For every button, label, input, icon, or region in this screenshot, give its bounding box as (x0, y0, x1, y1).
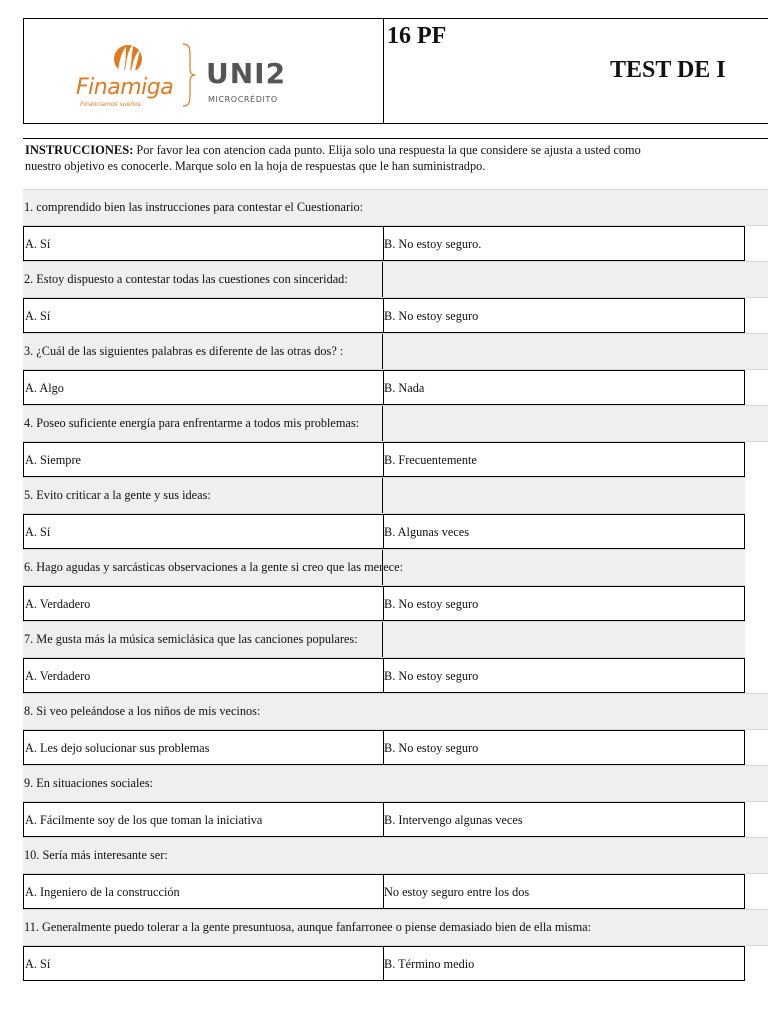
question-row (23, 189, 768, 226)
questionnaire-sheet (23, 18, 768, 981)
test-title: TEST DE I (610, 57, 726, 83)
question-row (23, 909, 768, 946)
instructions-line-1: Por favor lea con atencion cada punto. Elija solo una respuesta la que considere se ajusta a usted como (133, 143, 641, 157)
question-text: 6. Hago agudas y sarcásticas observaciones a la gente si creo que las merece: (24, 560, 403, 574)
question-row (23, 765, 768, 802)
question-row (23, 405, 768, 442)
test-code: 16 PF (387, 23, 447, 49)
question-row (23, 621, 745, 658)
answer-option-a[interactable]: A. Sí (25, 525, 51, 539)
finamiga-mark-icon (106, 41, 150, 73)
answer-row (23, 658, 745, 693)
finamiga-wordmark: Finamiga (76, 75, 174, 100)
question-text: 7. Me gusta más la música semiclásica que las canciones populares: (24, 632, 358, 646)
answer-option-b[interactable]: B. Término medio (384, 957, 475, 971)
answer-row (23, 226, 745, 261)
answer-option-b[interactable]: No estoy seguro entre los dos (384, 885, 530, 899)
header-title-cell (384, 19, 768, 123)
instructions-line-2: nuestro objetivo es conocerle. Marque solo en la hoja de respuestas que le han suministradpo. (25, 159, 486, 173)
uni2-subtitle: MICROCRÉDITO (208, 95, 278, 104)
answer-option-a[interactable]: A. Les dejo solucionar sus problemas (25, 741, 210, 755)
instructions-label: INSTRUCCIONES: (25, 143, 134, 157)
question-row (23, 837, 768, 874)
answer-option-a[interactable]: A. Verdadero (25, 597, 91, 611)
answer-option-a[interactable]: A. Algo (25, 381, 64, 395)
answer-row (23, 586, 745, 621)
question-row (23, 693, 768, 730)
question-text: 5. Evito criticar a la gente y sus ideas: (24, 488, 211, 502)
question-text: 1. comprendido bien las instrucciones para contestar el Cuestionario: (24, 200, 364, 214)
answer-row (23, 802, 745, 837)
answer-option-b[interactable]: B. No estoy seguro (384, 669, 479, 683)
answer-row (23, 946, 745, 981)
question-row (23, 261, 768, 298)
question-text: 11. Generalmente puedo tolerar a la gente presuntuosa, aunque fanfarronee o piense demasiado bien de ella misma: (24, 920, 592, 934)
answer-option-a[interactable]: A. Ingeniero de la construcción (25, 885, 180, 899)
brace-divider-icon (182, 43, 196, 107)
finamiga-logo (76, 41, 186, 111)
answer-option-b[interactable]: B. Frecuentemente (384, 453, 477, 467)
answer-row (23, 442, 745, 477)
question-list (23, 189, 768, 981)
answer-row (23, 370, 745, 405)
answer-option-b[interactable]: B. Nada (384, 381, 425, 395)
question-text: 4. Poseo suficiente energía para enfrentarme a todos mis problemas: (24, 416, 360, 430)
question-text: 9. En situaciones sociales: (24, 776, 154, 790)
answer-option-a[interactable]: A. Sí (25, 309, 51, 323)
uni2-wordmark: UNI2 (206, 57, 287, 90)
question-text: 3. ¿Cuál de las siguientes palabras es diferente de las otras dos? : (24, 344, 344, 358)
question-text: 2. Estoy dispuesto a contestar todas las cuestiones con sinceridad: (24, 272, 348, 286)
question-text: 8. Si veo peleándose a los niños de mis vecinos: (24, 704, 261, 718)
answer-option-a[interactable]: A. Fácilmente soy de los que toman la iniciativa (25, 813, 263, 827)
document-header (23, 18, 768, 124)
answer-option-b[interactable]: B. Algunas veces (384, 525, 470, 539)
question-row (23, 333, 768, 370)
answer-option-a[interactable]: A. Siempre (25, 453, 82, 467)
answer-option-a[interactable]: A. Sí (25, 237, 51, 251)
answer-option-a[interactable]: A. Sí (25, 957, 51, 971)
question-row (23, 477, 745, 514)
question-row (23, 549, 745, 586)
logo-box (24, 19, 384, 123)
answer-row (23, 514, 745, 549)
answer-option-a[interactable]: A. Verdadero (25, 669, 91, 683)
answer-option-b[interactable]: B. Intervengo algunas veces (384, 813, 523, 827)
answer-option-b[interactable]: B. No estoy seguro (384, 309, 479, 323)
answer-row (23, 298, 745, 333)
answer-option-b[interactable]: B. No estoy seguro (384, 741, 479, 755)
answer-option-b[interactable]: B. No estoy seguro. (384, 237, 482, 251)
answer-row (23, 730, 745, 765)
answer-row (23, 874, 745, 909)
instructions-block (23, 138, 768, 189)
answer-option-b[interactable]: B. No estoy seguro (384, 597, 479, 611)
question-text: 10. Sería más interesante ser: (24, 848, 168, 862)
finamiga-tagline: Financiamos sueños. (80, 101, 143, 108)
